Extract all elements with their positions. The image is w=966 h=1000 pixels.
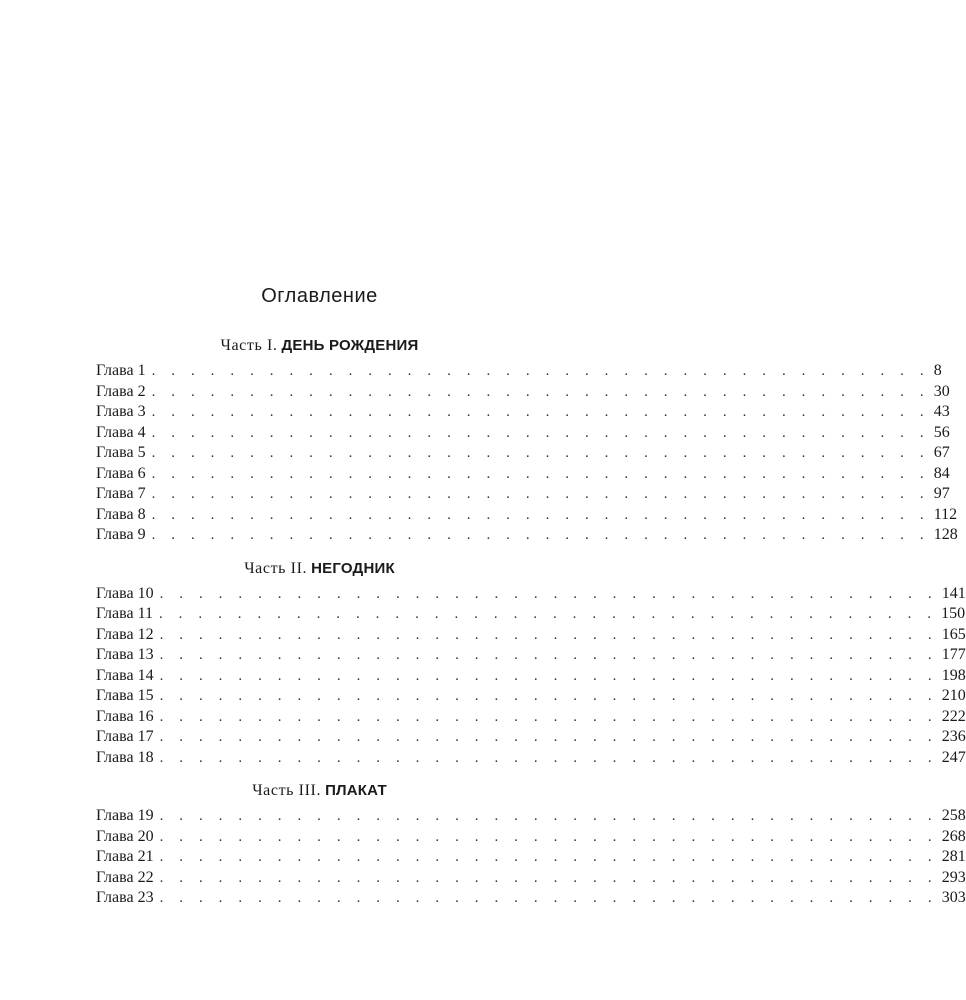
- toc-entry: [96, 666, 966, 687]
- dot-leader: . . . . . . . . . . . . . . . . . . . . . . . . . . . . . . . . . . . . . . . .: [159, 729, 938, 745]
- part-heading: [96, 335, 543, 357]
- part-prefix: Часть II.: [244, 559, 308, 577]
- chapter-page-number: 141: [941, 584, 966, 602]
- toc-entry: [96, 868, 966, 889]
- chapter-label: Глава 18: [96, 748, 154, 766]
- chapter-page-number: 198: [941, 666, 966, 684]
- toc-entry: [96, 888, 966, 909]
- chapter-label: Глава 20: [96, 827, 154, 845]
- chapter-list: [96, 361, 958, 546]
- dot-leader: . . . . . . . . . . . . . . . . . . . . . . . . . . . . . . . . . . . . . . . .: [159, 808, 938, 824]
- toc-entry: [96, 505, 958, 526]
- dot-leader: . . . . . . . . . . . . . . . . . . . . . . . . . . . . . . . . . . . . . . . .: [159, 828, 938, 845]
- chapter-page-number: 165: [941, 625, 966, 643]
- dot-leader: . . . . . . . . . . . . . . . . . . . . . . . . . . . . . . . . . . . . . . . .: [159, 688, 938, 704]
- dot-leader: . . . . . . . . . . . . . . . . . . . . . . . . . . . . . . . . . . . . . . . .: [159, 890, 938, 906]
- toc-entry: [96, 443, 950, 464]
- chapter-label: Глава 11: [96, 605, 153, 622]
- chapter-label: Глава 23: [96, 889, 154, 906]
- part-name: ДЕНЬ РОЖДЕНИЯ: [281, 337, 419, 354]
- chapter-page-number: 177: [941, 646, 966, 663]
- chapter-page-number: 43: [933, 403, 950, 420]
- chapter-label: Глава 17: [96, 728, 154, 745]
- chapter-page-number: 236: [941, 728, 966, 745]
- chapter-label: Глава 9: [96, 526, 146, 543]
- chapter-label: Глава 7: [96, 485, 146, 502]
- toc-entry: [96, 484, 950, 505]
- dot-leader: . . . . . . . . . . . . . . . . . . . . . . . . . . . . . . . . . . . . . . . .: [151, 527, 930, 543]
- chapter-label: Глава 21: [96, 848, 154, 865]
- part-heading: [96, 780, 543, 802]
- toc-entry: [96, 525, 958, 546]
- chapter-page-number: 210: [941, 687, 966, 704]
- dot-leader: . . . . . . . . . . . . . . . . . . . . . . . . . . . . . . . . . . . . . . . .: [151, 445, 930, 461]
- dot-leader: . . . . . . . . . . . . . . . . . . . . . . . . . . . . . . . . . . . . . . . .: [151, 404, 930, 420]
- dot-leader: . . . . . . . . . . . . . . . . . . . . . . . . . . . . . . . . . . . . . . . .: [151, 363, 930, 379]
- chapter-page-number: 303: [941, 889, 966, 906]
- toc-entry: [96, 827, 966, 848]
- part-section: [96, 335, 958, 546]
- toc-entry: [96, 361, 942, 382]
- chapter-page-number: 247: [941, 748, 966, 766]
- chapter-page-number: 293: [941, 868, 966, 886]
- chapter-label: Глава 1: [96, 362, 146, 379]
- chapter-page-number: 222: [941, 707, 966, 725]
- dot-leader: . . . . . . . . . . . . . . . . . . . . . . . . . . . . . . . . . . . . . . . .: [159, 585, 938, 602]
- chapter-page-number: 8: [933, 362, 942, 379]
- chapter-page-number: 30: [933, 382, 950, 400]
- chapter-label: Глава 8: [96, 505, 146, 523]
- chapter-label: Глава 10: [96, 584, 154, 602]
- chapter-page-number: 150: [941, 605, 966, 622]
- chapter-label: Глава 3: [96, 403, 146, 420]
- toc-entry: [96, 402, 950, 423]
- chapter-label: Глава 22: [96, 868, 154, 886]
- dot-leader: . . . . . . . . . . . . . . . . . . . . . . . . . . . . . . . . . . . . . . . .: [151, 465, 930, 482]
- dot-leader: . . . . . . . . . . . . . . . . . . . . . . . . . . . . . . . . . . . . . . . .: [159, 647, 938, 663]
- chapter-page-number: 128: [933, 526, 958, 543]
- toc-entry: [96, 686, 966, 707]
- toc-parts: [96, 335, 966, 909]
- chapter-label: Глава 16: [96, 707, 154, 725]
- table-of-contents: [96, 283, 966, 921]
- part-name: НЕГОДНИК: [311, 559, 395, 577]
- dot-leader: . . . . . . . . . . . . . . . . . . . . . . . . . . . . . . . . . . . . . . . .: [151, 506, 930, 523]
- dot-leader: . . . . . . . . . . . . . . . . . . . . . . . . . . . . . . . . . . . . . . . .: [158, 606, 938, 622]
- toc-entry: [96, 847, 966, 868]
- chapter-label: Глава 14: [96, 666, 154, 684]
- toc-title: Оглавление: [261, 285, 378, 307]
- toc-entry: [96, 645, 966, 666]
- chapter-list: [96, 584, 966, 769]
- toc-entry: [96, 748, 966, 769]
- dot-leader: . . . . . . . . . . . . . . . . . . . . . . . . . . . . . . . . . . . . . . . .: [159, 626, 938, 643]
- toc-entry: [96, 584, 966, 605]
- dot-leader: . . . . . . . . . . . . . . . . . . . . . . . . . . . . . . . . . . . . . . . .: [159, 749, 938, 766]
- dot-leader: . . . . . . . . . . . . . . . . . . . . . . . . . . . . . . . . . . . . . . . .: [159, 869, 938, 886]
- toc-entry: [96, 707, 966, 728]
- toc-entry: [96, 423, 950, 444]
- chapter-page-number: 56: [933, 423, 950, 441]
- part-heading: [96, 558, 543, 580]
- chapter-list: [96, 806, 966, 909]
- chapter-page-number: 268: [941, 827, 966, 845]
- toc-entry: [96, 604, 966, 625]
- toc-entry: [96, 464, 950, 485]
- chapter-label: Глава 15: [96, 687, 154, 704]
- toc-entry: [96, 727, 966, 748]
- chapter-label: Глава 5: [96, 444, 146, 461]
- chapter-label: Глава 13: [96, 646, 154, 663]
- chapter-page-number: 97: [933, 485, 950, 502]
- chapter-label: Глава 6: [96, 464, 146, 482]
- chapter-label: Глава 4: [96, 423, 146, 441]
- chapter-page-number: 84: [933, 464, 950, 482]
- part-section: [96, 780, 966, 909]
- toc-entry: [96, 382, 950, 403]
- chapter-page-number: 281: [941, 848, 966, 865]
- toc-entry: [96, 625, 966, 646]
- dot-leader: . . . . . . . . . . . . . . . . . . . . . . . . . . . . . . . . . . . . . . . .: [151, 383, 930, 400]
- chapter-label: Глава 2: [96, 382, 146, 400]
- part-name: ПЛАКАТ: [325, 782, 387, 799]
- dot-leader: . . . . . . . . . . . . . . . . . . . . . . . . . . . . . . . . . . . . . . . .: [159, 849, 938, 865]
- chapter-page-number: 258: [941, 807, 966, 824]
- dot-leader: . . . . . . . . . . . . . . . . . . . . . . . . . . . . . . . . . . . . . . . .: [159, 708, 938, 725]
- chapter-label: Глава 19: [96, 807, 154, 824]
- chapter-page-number: 112: [933, 505, 958, 523]
- chapter-page-number: 67: [933, 444, 950, 461]
- chapter-label: Глава 12: [96, 625, 154, 643]
- dot-leader: . . . . . . . . . . . . . . . . . . . . . . . . . . . . . . . . . . . . . . . .: [151, 486, 930, 502]
- part-prefix: Часть I.: [220, 337, 278, 354]
- dot-leader: . . . . . . . . . . . . . . . . . . . . . . . . . . . . . . . . . . . . . . . .: [151, 424, 930, 441]
- part-section: [96, 558, 966, 769]
- part-prefix: Часть III.: [252, 782, 322, 799]
- dot-leader: . . . . . . . . . . . . . . . . . . . . . . . . . . . . . . . . . . . . . . . .: [159, 667, 938, 684]
- toc-entry: [96, 806, 966, 827]
